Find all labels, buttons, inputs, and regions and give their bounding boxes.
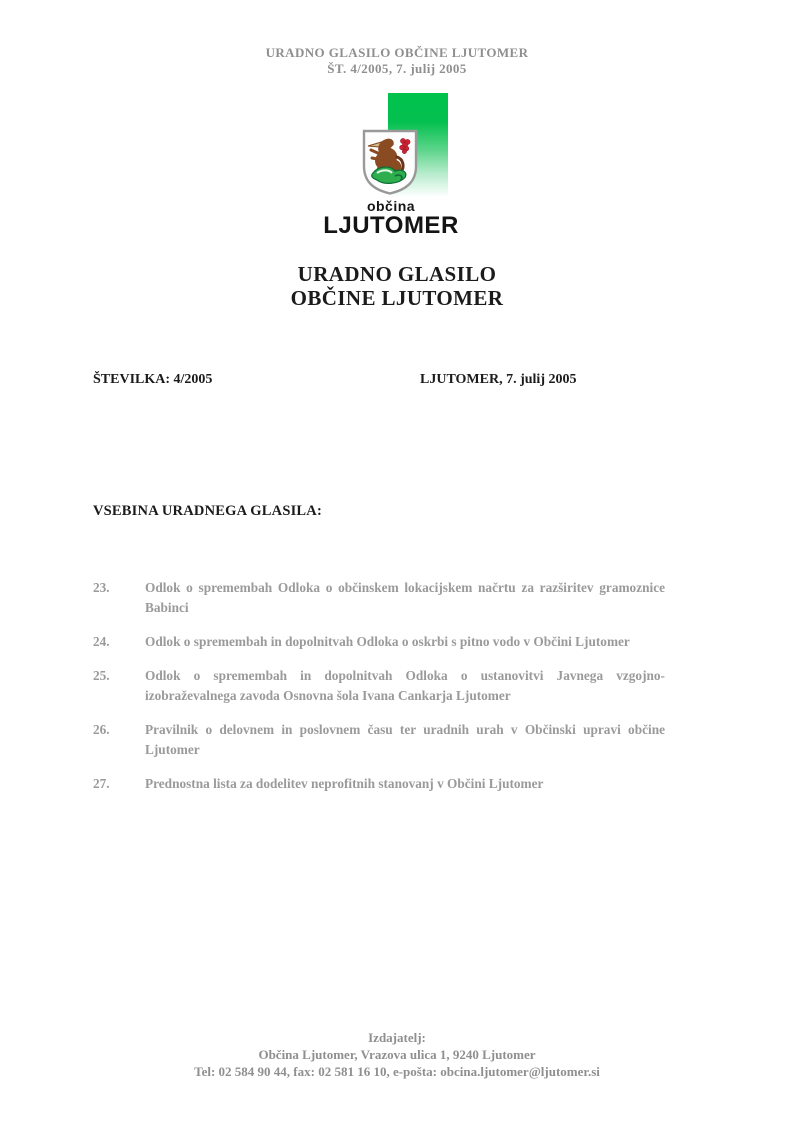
toc-item-text: Prednostna lista za dodelitev neprofitnih stanovanj v Občini Ljutomer xyxy=(145,776,544,791)
coat-of-arms xyxy=(361,129,419,196)
document-title-line1: URADNO GLASILO xyxy=(297,262,497,286)
issue-number: ŠTEVILKA: 4/2005 xyxy=(93,372,213,387)
publisher-contacts: Tel: 02 584 90 44, fax: 02 581 16 10, e-pošta: obcina.ljutomer@ljutomer.si xyxy=(194,1064,600,1079)
logo-municipality-label: občina xyxy=(366,198,416,214)
toc-item xyxy=(93,578,665,618)
toc-item-text: Odlok o spremembah in dopolnitvah Odloka o ustanovitvi Javnega vzgojno-izobraževalnega zavoda Osnovna šola Ivana Cankarja Ljutomer xyxy=(145,668,665,703)
publisher-address: Občina Ljutomer, Vrazova ulica 1, 9240 Ljutomer xyxy=(258,1047,536,1062)
contents-heading: VSEBINA URADNEGA GLASILA: xyxy=(93,503,322,519)
running-header-issue: ŠT. 4/2005, 7. julij 2005 xyxy=(327,61,467,76)
toc-item-number: 26. xyxy=(93,722,110,737)
document-title xyxy=(0,262,794,310)
document-title-line2: OBČINE LJUTOMER xyxy=(290,286,504,310)
coat-of-arms-shield-icon xyxy=(361,129,419,196)
logo-municipality-name: LJUTOMER xyxy=(323,212,459,239)
toc-item-number: 25. xyxy=(93,668,110,683)
issue-place-date: LJUTOMER, 7. julij 2005 xyxy=(420,372,577,387)
toc-item-number: 24. xyxy=(93,634,110,649)
publisher-footer xyxy=(0,1029,794,1080)
toc-item-number: 23. xyxy=(93,580,110,595)
table-of-contents xyxy=(93,578,665,808)
toc-item xyxy=(93,666,665,706)
toc-item-text: Odlok o spremembah in dopolnitvah Odloka o oskrbi s pitno vodo v Občini Ljutomer xyxy=(145,634,630,649)
toc-item-text: Pravilnik o delovnem in poslovnem času ter uradnih urah v Občinski upravi občine Ljutomer xyxy=(145,722,665,757)
publisher-label: Izdajatelj: xyxy=(368,1030,426,1045)
running-header-title: URADNO GLASILO OBČINE LJUTOMER xyxy=(265,45,529,60)
toc-item-text: Odlok o spremembah Odloka o občinskem lokacijskem načrtu za razširitev gramoznice Babinci xyxy=(145,580,665,615)
running-header xyxy=(0,45,794,77)
toc-item xyxy=(93,720,665,760)
toc-item xyxy=(93,632,665,652)
toc-item xyxy=(93,774,665,794)
toc-item-number: 27. xyxy=(93,776,110,791)
